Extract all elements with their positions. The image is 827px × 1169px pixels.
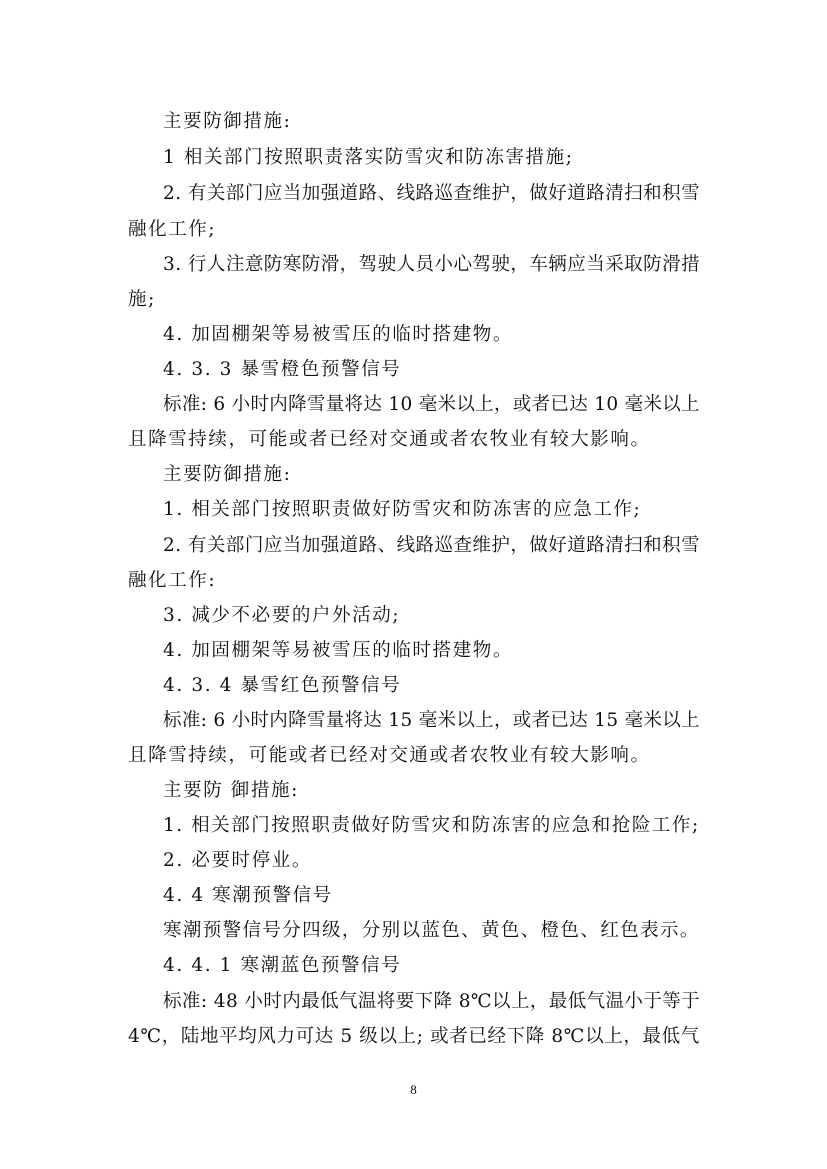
- page-number: 8: [410, 1082, 417, 1097]
- text-line: 融化工作:: [128, 570, 217, 591]
- text-line: 且降雪持续，可能或者已经对交通或者农牧业有较大影响。: [128, 429, 651, 450]
- text-line: 4. 加固棚架等易被雪压的临时搭建物。: [163, 324, 513, 345]
- text-line: 融化工作;: [128, 219, 217, 240]
- text-line: 标准: 48 小时内最低气温将要下降 8℃以上，最低气温小于等于: [163, 991, 701, 1012]
- text-line: 且降雪持续，可能或者已经对交通或者农牧业有较大影响。: [128, 745, 651, 766]
- section-heading: 4. 3. 3 暴雪橙色预警信号: [163, 359, 402, 380]
- text-line: 主要防御措施:: [163, 111, 292, 132]
- text-line: 2. 有关部门应当加强道路、线路巡查维护，做好道路清扫和积雪: [163, 535, 701, 556]
- text-line: 2. 必要时停业。: [163, 850, 312, 871]
- text-line: 4. 加固棚架等易被雪压的临时搭建物。: [163, 640, 513, 661]
- text-line: 3. 减少不必要的户外活动;: [163, 605, 401, 626]
- text-line: 1. 相关部门按照职责做好防雪灾和防冻害的应急和抢险工作;: [163, 815, 700, 836]
- section-heading: 4. 3. 4 暴雪红色预警信号: [163, 675, 402, 696]
- text-line: 1. 相关部门按照职责做好防雪灾和防冻害的应急工作;: [163, 499, 642, 520]
- text-line: 主要防 御措施:: [163, 780, 299, 801]
- text-line: 主要防御措施:: [163, 464, 292, 485]
- text-line: 1 相关部门按照职责落实防雪灾和防冻害措施;: [163, 147, 574, 168]
- text-line: 施;: [128, 289, 156, 310]
- text-line: 寒潮预警信号分四级，分别以蓝色、黄色、橙色、红色表示。: [163, 920, 700, 941]
- text-line: 3. 行人注意防寒防滑，驾驶人员小心驾驶，车辆应当采取防滑措: [163, 254, 701, 275]
- section-heading: 4. 4 寒潮预警信号: [163, 885, 333, 906]
- text-line: 标准: 6 小时内降雪量将达 10 毫米以上，或者已达 10 毫米以上: [163, 394, 700, 415]
- text-line: 2. 有关部门应当加强道路、线路巡查维护，做好道路清扫和积雪: [163, 183, 701, 204]
- section-heading: 4. 4. 1 寒潮蓝色预警信号: [163, 955, 402, 976]
- text-line: 4℃，陆地平均风力可达 5 级以上; 或者已经下降 8℃以上，最低气: [128, 1026, 700, 1047]
- text-line: 标准: 6 小时内降雪量将达 15 毫米以上，或者已达 15 毫米以上: [163, 710, 700, 731]
